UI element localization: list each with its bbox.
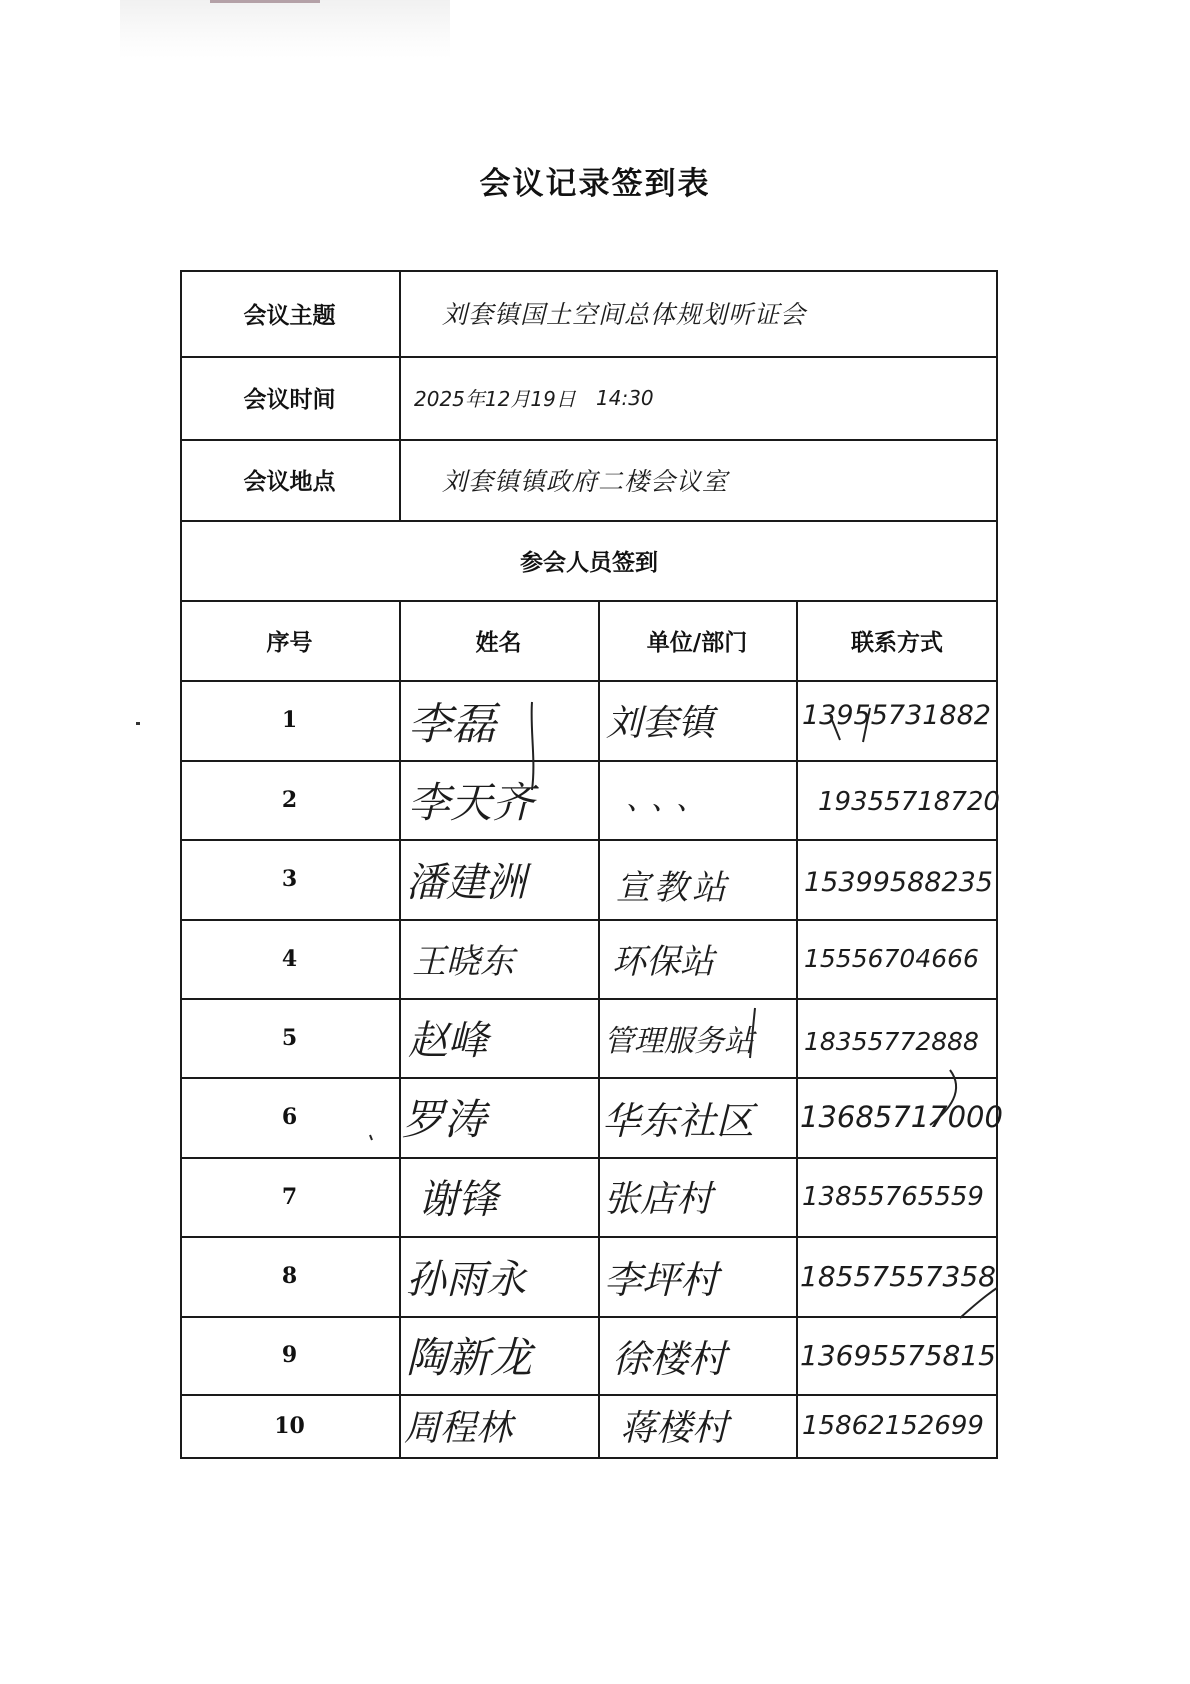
- ink-dot: [136, 722, 140, 725]
- row-9-no: 9: [281, 1342, 298, 1368]
- page-title: 会议记录签到表: [479, 166, 711, 202]
- row-4-phone: 15556704666: [804, 944, 979, 973]
- row-1-phone: 13955731882: [802, 699, 991, 731]
- row-8-no: 8: [281, 1263, 298, 1289]
- row-6-name: 罗涛: [402, 1095, 487, 1144]
- row-10-name: 周程林: [404, 1408, 513, 1449]
- topic-value: 刘套镇国土空间总体规划听证会: [442, 300, 807, 329]
- row-8-phone: 18557557358: [800, 1259, 996, 1293]
- column-divider: [598, 600, 600, 1459]
- row-9-name: 陶新龙: [406, 1333, 533, 1382]
- header-unit: 单位/部门: [646, 628, 748, 656]
- header-no: 序号: [266, 628, 313, 656]
- label-divider: [399, 270, 401, 522]
- table-border-right: [996, 270, 998, 1459]
- row-3-no: 3: [281, 866, 298, 892]
- row-6-no: 6: [281, 1104, 298, 1130]
- scan-edge-mark: [210, 0, 320, 3]
- row-3-name: 潘建洲: [406, 859, 526, 906]
- header-contact: 联系方式: [851, 628, 943, 656]
- row-4-unit: 环保站: [612, 942, 714, 982]
- row-2-name: 李天齐: [408, 777, 535, 827]
- row-5-name: 赵峰: [408, 1018, 488, 1064]
- row-9-unit: 徐楼村: [612, 1336, 727, 1381]
- row-5-unit: 管理服务站: [604, 1023, 754, 1059]
- scan-shadow: [120, 0, 450, 58]
- column-divider: [796, 600, 798, 1459]
- row-3-phone: 15399588235: [804, 866, 993, 898]
- place-label: 会议地点: [243, 468, 336, 495]
- row-7-name: 谢锋: [418, 1177, 498, 1223]
- row-4-no: 4: [281, 945, 298, 972]
- header-name: 姓名: [475, 628, 522, 656]
- row-7-unit: 张店村: [604, 1179, 713, 1220]
- row-6-unit: 华东社区: [602, 1098, 755, 1143]
- row-6-phone: 13685717000: [800, 1100, 1003, 1134]
- row-8-unit: 李坪村: [604, 1257, 719, 1302]
- row-4-name: 王晓东: [412, 942, 514, 982]
- row-5-phone: 18355772888: [804, 1027, 979, 1056]
- row-1-unit: 刘套镇: [606, 702, 715, 744]
- row-2-unit: 、、、: [626, 781, 716, 817]
- column-divider: [399, 600, 401, 1459]
- row-5-no: 5: [281, 1024, 298, 1051]
- row-7-no: 7: [281, 1183, 298, 1210]
- time-date: 2025年12月19日: [414, 387, 576, 411]
- row-7-phone: 13855765559: [802, 1181, 984, 1212]
- table-border-bottom: [180, 1457, 998, 1459]
- row-10-no: 10: [274, 1412, 305, 1439]
- row-10-phone: 15862152699: [802, 1410, 984, 1441]
- sign-in-table: [180, 270, 1003, 1459]
- row-10-unit: 蒋楼村: [620, 1408, 729, 1449]
- row-1-no: 1: [281, 707, 298, 733]
- row-1-name: 李磊: [408, 699, 496, 750]
- section-title: 参会人员签到: [520, 548, 658, 576]
- time-clock: 14:30: [596, 385, 654, 410]
- row-2-no: 2: [281, 786, 298, 813]
- row-2-phone: 19355718720: [818, 786, 1000, 817]
- place-value: 刘套镇镇政府二楼会议室: [442, 466, 729, 496]
- row-8-name: 孙雨永: [406, 1256, 526, 1303]
- topic-label: 会议主题: [243, 301, 336, 329]
- time-label: 会议时间: [243, 386, 336, 413]
- row-3-unit: 宣教站: [616, 867, 730, 908]
- row-9-phone: 13695575815: [800, 1338, 996, 1372]
